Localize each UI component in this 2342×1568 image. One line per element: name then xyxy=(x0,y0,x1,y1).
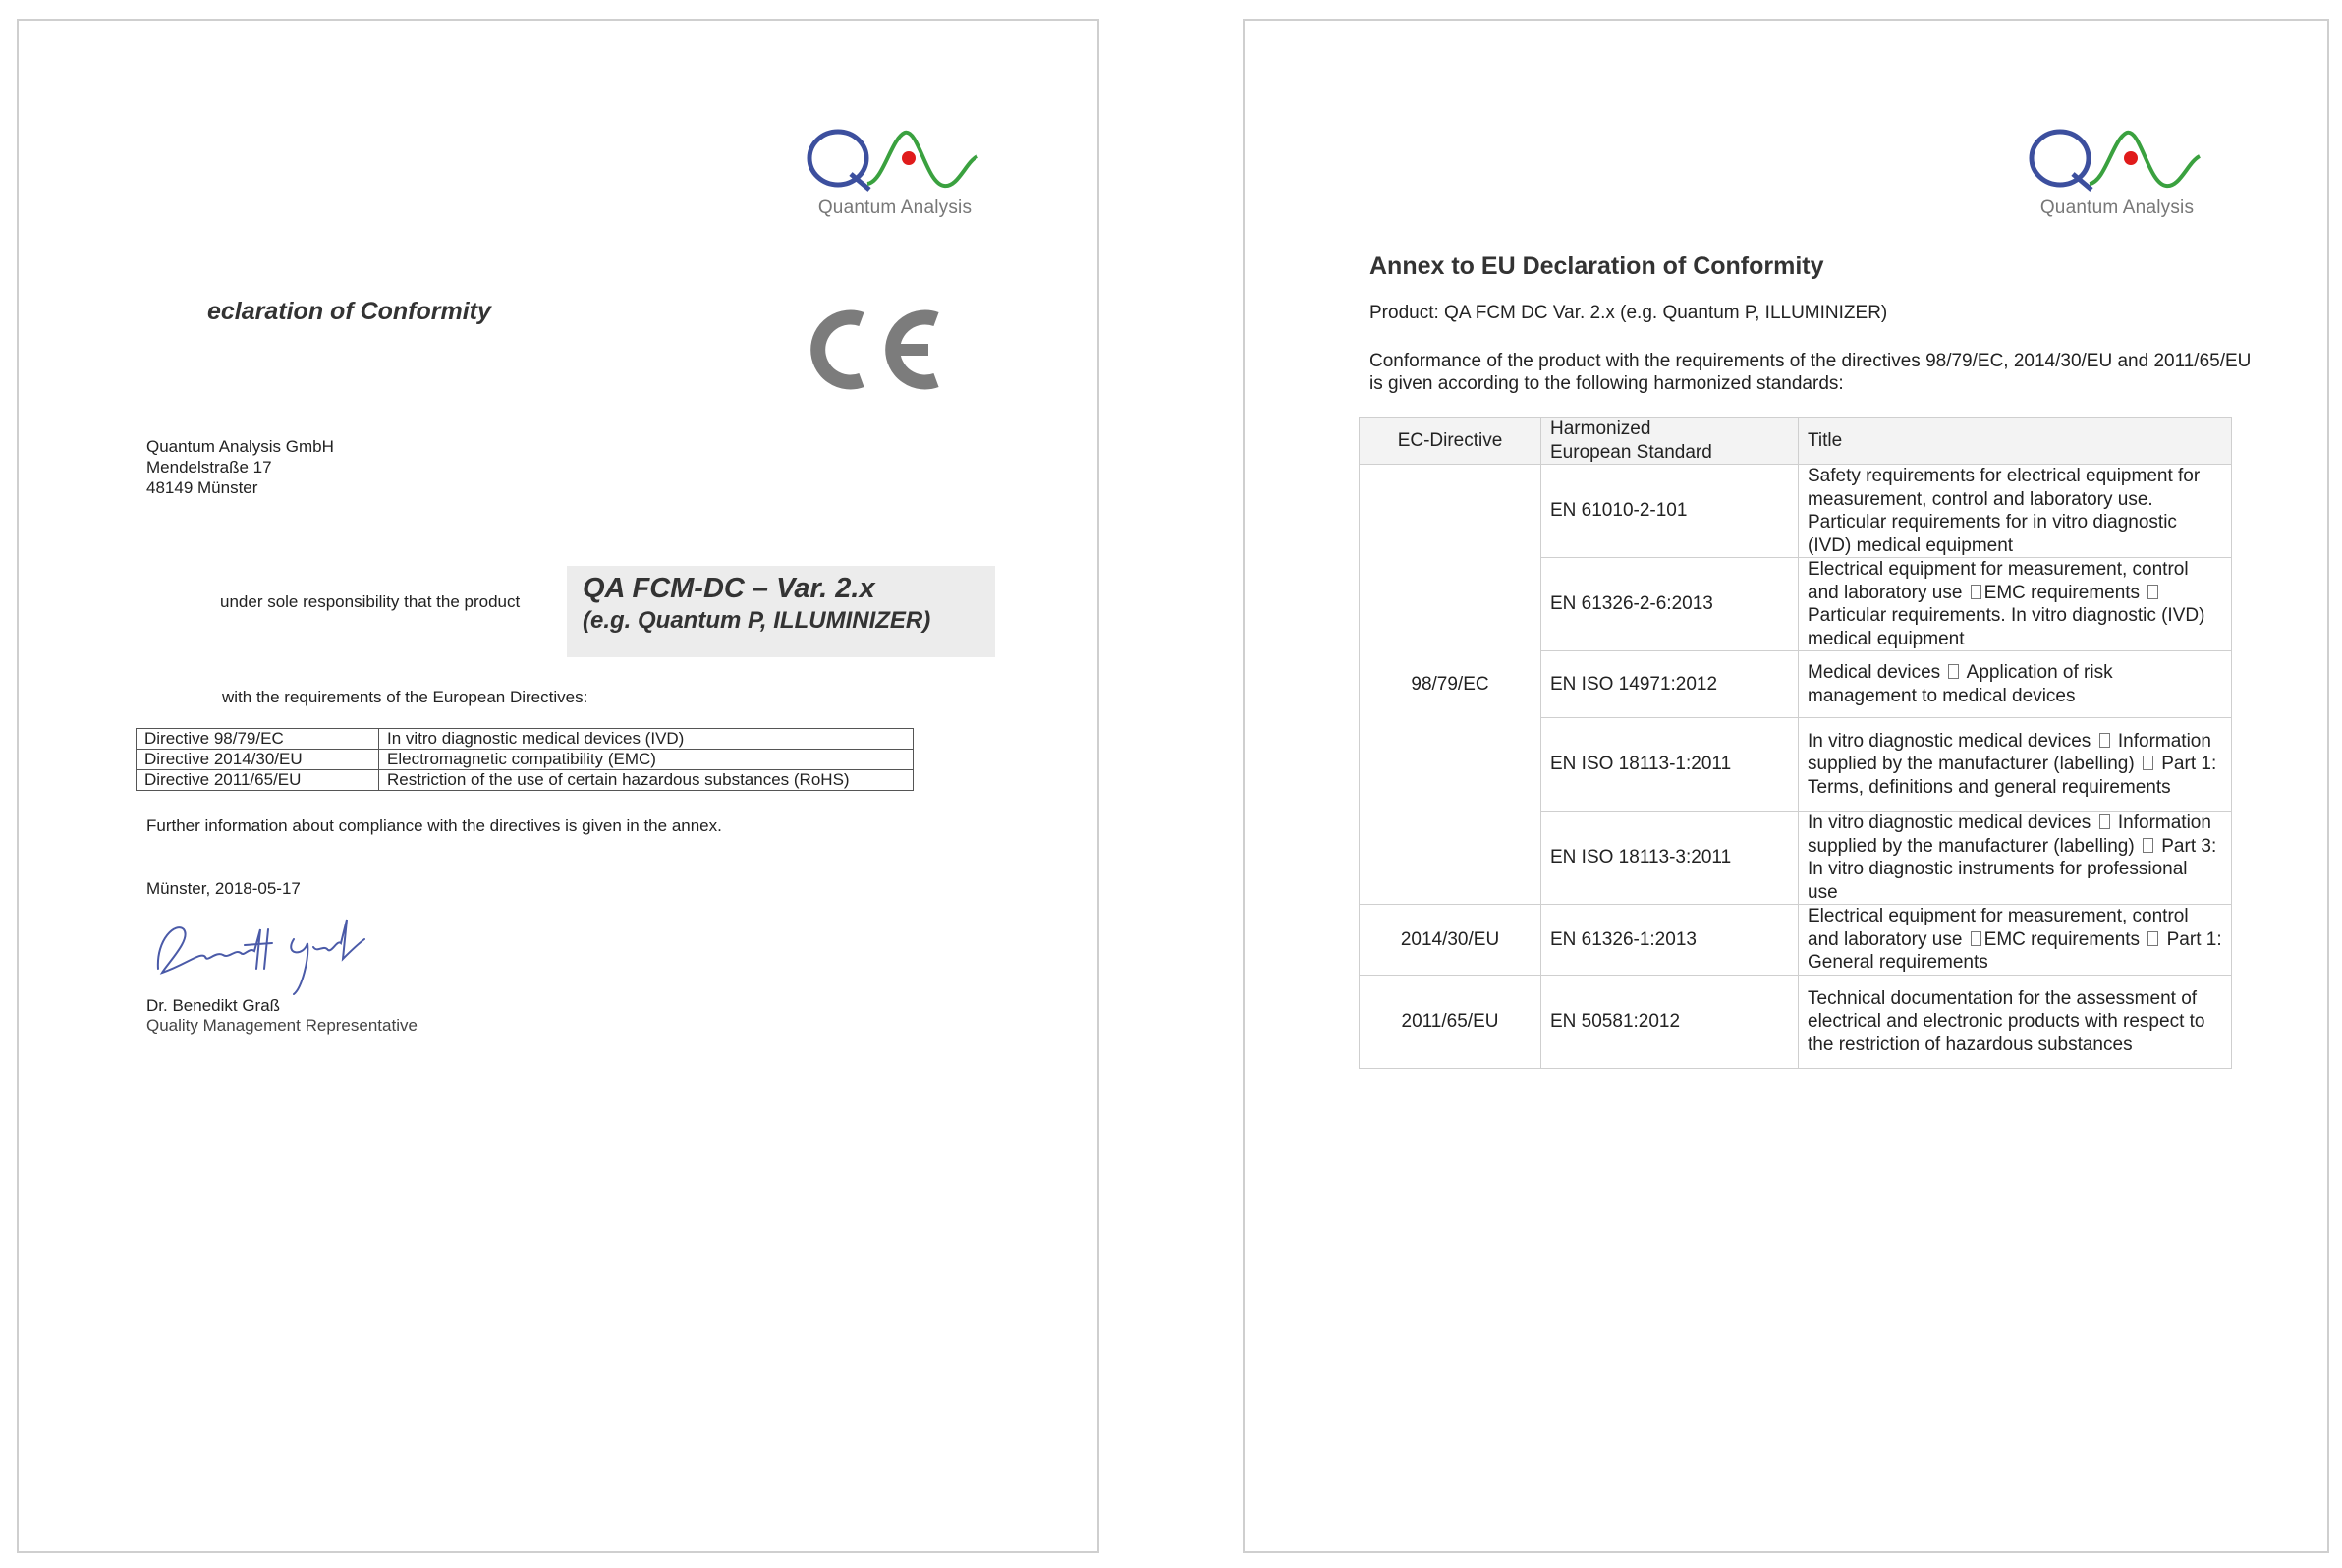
responsibility-text: under sole responsibility that the product xyxy=(220,592,521,611)
title-cell: Technical documentation for the assessment of electrical and electronic products with respect to the restriction of hazardous substances xyxy=(1799,976,2232,1069)
header-standard-line2: European Standard xyxy=(1550,441,1712,463)
annex-page xyxy=(1243,19,2329,1553)
logo-text: Quantum Analysis xyxy=(2039,197,2195,218)
qa-logo-icon xyxy=(2019,119,2215,197)
ce-mark-icon xyxy=(805,306,942,394)
missing-glyph-icon xyxy=(2147,931,2158,946)
directive-cell: Directive 2014/30/EU xyxy=(137,750,379,770)
further-info: Further information about compliance with the directives is given in the annex. xyxy=(146,816,722,835)
title-part: Information supplied by the manufacturer (labelling) xyxy=(1808,730,2211,775)
table-header-row xyxy=(1360,418,2232,465)
header-directive: EC-Directive xyxy=(1360,418,1541,465)
title-part: EMC requirements xyxy=(1983,928,2146,950)
address-line: 48149 Münster xyxy=(146,478,258,497)
title-part: Particular requirements. In vitro diagnostic (IVD) medical equipment xyxy=(1808,605,2205,649)
product-name: QA FCM-DC – Var. 2.x xyxy=(583,573,875,604)
table-row xyxy=(137,770,914,791)
description-cell: In vitro diagnostic medical devices (IVD) xyxy=(379,729,914,750)
place-date: Münster, 2018-05-17 xyxy=(146,879,301,898)
title-cell xyxy=(1799,905,2232,976)
header-title: Title xyxy=(1799,418,2232,465)
missing-glyph-icon xyxy=(1971,585,1981,599)
title-part: Part 3: In vitro diagnostic instruments for professional use xyxy=(1808,835,2217,903)
standard-cell: EN ISO 18113-1:2011 xyxy=(1541,718,1799,812)
title-cell: Safety requirements for electrical equipment for measurement, control and laboratory use. Particular requirements for in vitro diagnostic (IVD) medical equipment xyxy=(1799,465,2232,558)
declaration-page xyxy=(17,19,1099,1553)
title-part: Information supplied by the manufacturer (labelling) xyxy=(1808,812,2211,857)
missing-glyph-icon xyxy=(1971,931,1981,946)
table-row xyxy=(137,729,914,750)
signatory-name: Dr. Benedikt Graß xyxy=(146,996,281,1015)
table-row xyxy=(1360,976,2232,1069)
title-part: Part 1: Terms, definitions and general requirements xyxy=(1808,754,2217,798)
logo-text: Quantum Analysis xyxy=(817,197,973,218)
title-part: Medical devices xyxy=(1808,662,1946,683)
title-part: EMC requirements xyxy=(1983,582,2146,603)
address-line: Mendelstraße 17 xyxy=(146,458,272,476)
signatory-role: Quality Management Representative xyxy=(146,1016,418,1035)
directive-cell: Directive 2011/65/EU xyxy=(137,770,379,791)
signature-icon xyxy=(146,900,402,998)
directives-table xyxy=(136,728,914,791)
address-line: Quantum Analysis GmbH xyxy=(146,437,334,456)
title-cell xyxy=(1799,651,2232,718)
qa-logo-icon xyxy=(797,119,993,197)
title-part: In vitro diagnostic medical devices xyxy=(1808,812,2096,833)
quantum-analysis-logo xyxy=(797,119,993,227)
company-address xyxy=(146,436,334,498)
missing-glyph-icon xyxy=(1948,664,1959,679)
quantum-analysis-logo xyxy=(2019,119,2215,227)
missing-glyph-icon xyxy=(2147,585,2158,599)
description-cell: Restriction of the use of certain hazardous substances (RoHS) xyxy=(379,770,914,791)
standards-table xyxy=(1359,417,2232,1069)
title-part: Electrical equipment for measurement, control and laboratory use xyxy=(1808,906,2189,950)
standard-cell: EN 61010-2-101 xyxy=(1541,465,1799,558)
header-standard xyxy=(1541,418,1799,465)
page-title: Annex to EU Declaration of Conformity xyxy=(1369,252,1824,280)
standard-cell: EN 61326-2-6:2013 xyxy=(1541,558,1799,651)
title-cell xyxy=(1799,558,2232,651)
description-cell: Electromagnetic compatibility (EMC) xyxy=(379,750,914,770)
conformance-text: Conformance of the product with the requirements of the directives 98/79/EC, 2014/30/EU and 2011/65/EU is given according to the following harmonized standards: xyxy=(1369,351,2252,394)
standard-cell: EN 50581:2012 xyxy=(1541,976,1799,1069)
title-cell xyxy=(1799,718,2232,812)
missing-glyph-icon xyxy=(2099,733,2110,748)
table-row xyxy=(1360,905,2232,976)
product-line: Product: QA FCM DC Var. 2.x (e.g. Quantum P, ILLUMINIZER) xyxy=(1369,303,1888,323)
product-examples: (e.g. Quantum P, ILLUMINIZER) xyxy=(583,607,931,634)
standard-cell: EN 61326-1:2013 xyxy=(1541,905,1799,976)
standard-cell: EN ISO 18113-3:2011 xyxy=(1541,812,1799,905)
directive-cell: 2014/30/EU xyxy=(1360,905,1541,976)
missing-glyph-icon xyxy=(2099,814,2110,829)
missing-glyph-icon xyxy=(2143,838,2153,853)
title-cell xyxy=(1799,812,2232,905)
title-part: Part 1: General requirements xyxy=(1808,928,2222,974)
ce-mark xyxy=(805,306,942,394)
requirements-text: with the requirements of the European Directives: xyxy=(222,688,588,706)
missing-glyph-icon xyxy=(2143,756,2153,770)
title-part: Application of risk management to medical devices xyxy=(1808,662,2113,706)
table-row xyxy=(137,750,914,770)
header-standard-line1: Harmonized xyxy=(1550,419,1651,439)
directive-cell: 98/79/EC xyxy=(1360,465,1541,905)
title-part: Electrical equipment for measurement, control and laboratory use xyxy=(1808,559,2189,603)
directive-cell: Directive 98/79/EC xyxy=(137,729,379,750)
table-row xyxy=(1360,465,2232,558)
directive-cell: 2011/65/EU xyxy=(1360,976,1541,1069)
standard-cell: EN ISO 14971:2012 xyxy=(1541,651,1799,718)
page-title: eclaration of Conformity xyxy=(207,298,491,325)
title-part: In vitro diagnostic medical devices xyxy=(1808,730,2096,752)
